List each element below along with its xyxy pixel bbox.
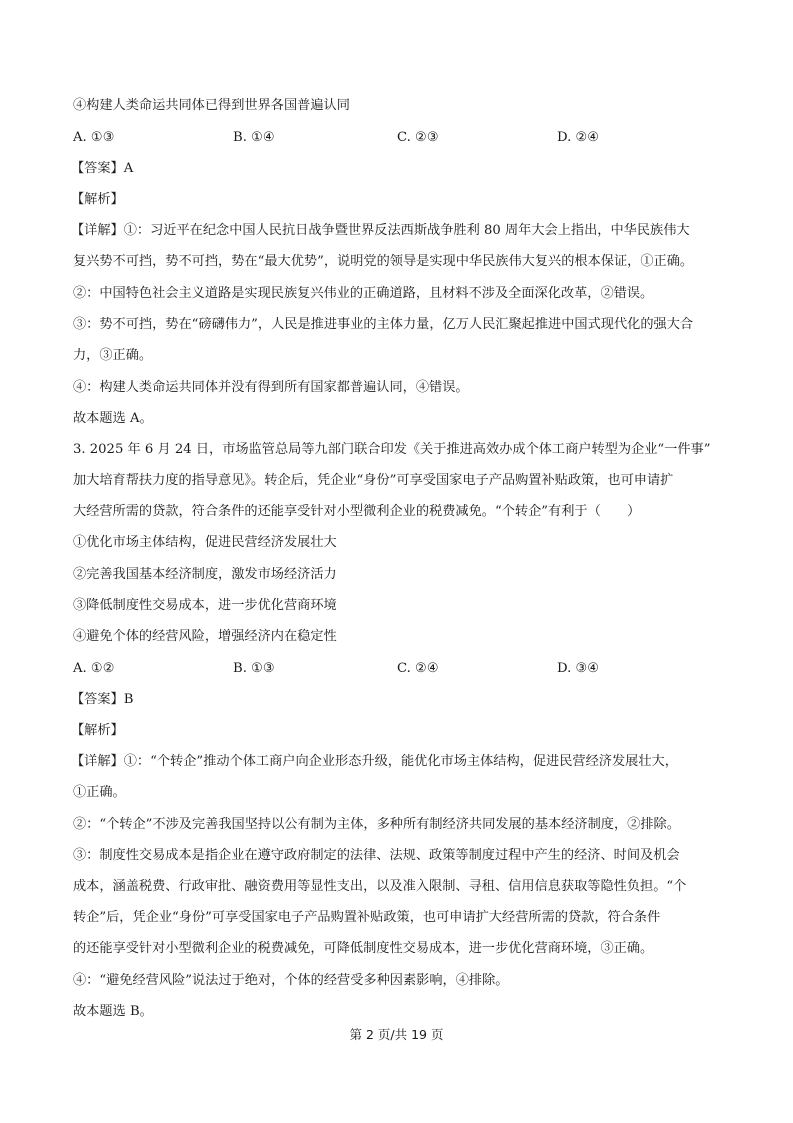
q3-option-d: D. ③④ [557,661,600,676]
q2-answer: 【答案】A [71,161,134,176]
q2-option-d: D. ②④ [557,130,600,145]
q3-stem-line: 加大培育帮扶力度的指导意见》。转企后，凭企业“身份”可享受国家电子产品购置补贴政策，也可申请扩 [73,473,674,488]
q3-detail-line: 的还能享受针对小型微利企业的税费减免，可降低制度性交易成本，进一步优化营商环境，③正确。 [73,941,654,956]
q3-item-1: ①优化市场主体结构，促进民营经济发展壮大 [73,535,337,550]
q2-detail-line: 力，③正确。 [73,348,153,363]
q2-detail-line: ④：构建人类命运共同体并没有得到所有国家都普遍认同，④错误。 [73,380,469,395]
q2-conclusion: 故本题选 A。 [73,411,153,426]
q3-item-4: ④避免个体的经营风险，增强经济内在稳定性 [73,629,337,644]
page-number-footer: 第 2 页/共 19 页 [349,1027,444,1042]
q3-conclusion: 故本题选 B。 [73,1004,153,1019]
q3-analysis-label: 【解析】 [71,723,124,738]
q2-option-b: B. ①④ [233,130,275,145]
q3-detail-line: ④：“避免经营风险”说法过于绝对，个体的经营受多种因素影响，④排除。 [73,973,509,988]
q3-detail-line: 【详解】①：“个转企”推动个体工商户向企业形态升级，能优化市场主体结构，促进民营经济发展壮大， [71,754,678,769]
q2-option-c: C. ②③ [397,130,439,145]
q2-detail-line: 【详解】①：习近平在纪念中国人民抗日战争暨世界反法西斯战争胜利 80 周年大会上指出，中华民族伟大 [71,223,690,238]
q3-detail-line: ①正确。 [73,785,126,800]
q3-item-3: ③降低制度性交易成本，进一步优化营商环境 [73,598,337,613]
q3-option-b: B. ①③ [233,661,275,676]
q3-stem-line: 3. 2025 年 6 月 24 日，市场监管总局等九部门联合印发《关于推进高效办成个体工商户转型为企业“一件事” [73,442,711,457]
q3-stem-line: 大经营所需的贷款，符合条件的还能享受针对小型微利企业的税费减免。“个转企”有利于（ ） [73,504,641,519]
q2-detail-line: ③：势不可挡，势在“磅礴伟力”，人民是推进事业的主体力量，亿万人民汇聚起推进中国式现代化的强大合 [73,317,694,332]
q3-item-2: ②完善我国基本经济制度，激发市场经济活力 [73,567,337,582]
q3-detail-line: 转企”后，凭企业“身份”可享受国家电子产品购置补贴政策，也可申请扩大经营所需的贷款，符合条件 [73,910,661,925]
q3-answer: 【答案】B [71,692,134,707]
q3-detail-line: ②：“个转企”不涉及完善我国坚持以公有制为主体，多种所有制经济共同发展的基本经济制度，②排除。 [73,817,680,832]
q2-option-a: A. ①③ [73,130,115,145]
q2-detail-line: ②：中国特色社会主义道路是实现民族复兴伟业的正确道路，且材料不涉及全面深化改革，②错误。 [73,286,654,301]
q2-item-4: ④构建人类命运共同体已得到世界各国普遍认同 [73,98,350,113]
q3-option-c: C. ②④ [397,661,439,676]
q2-analysis-label: 【解析】 [71,192,124,207]
q3-detail-line: 成本，涵盖税费、行政审批、融资费用等显性支出，以及准入限制、寻租、信用信息获取等隐性负担。“个 [73,879,687,894]
q3-option-a: A. ①② [73,661,115,676]
q3-detail-line: ③：制度性交易成本是指企业在遵守政府制定的法律、法规、政策等制度过程中产生的经济、时间及机会 [73,848,680,863]
q2-detail-line: 复兴势不可挡，势不可挡，势在“最大优势”，说明党的领导是实现中华民族伟大复兴的根本保证，①正确。 [73,254,694,269]
